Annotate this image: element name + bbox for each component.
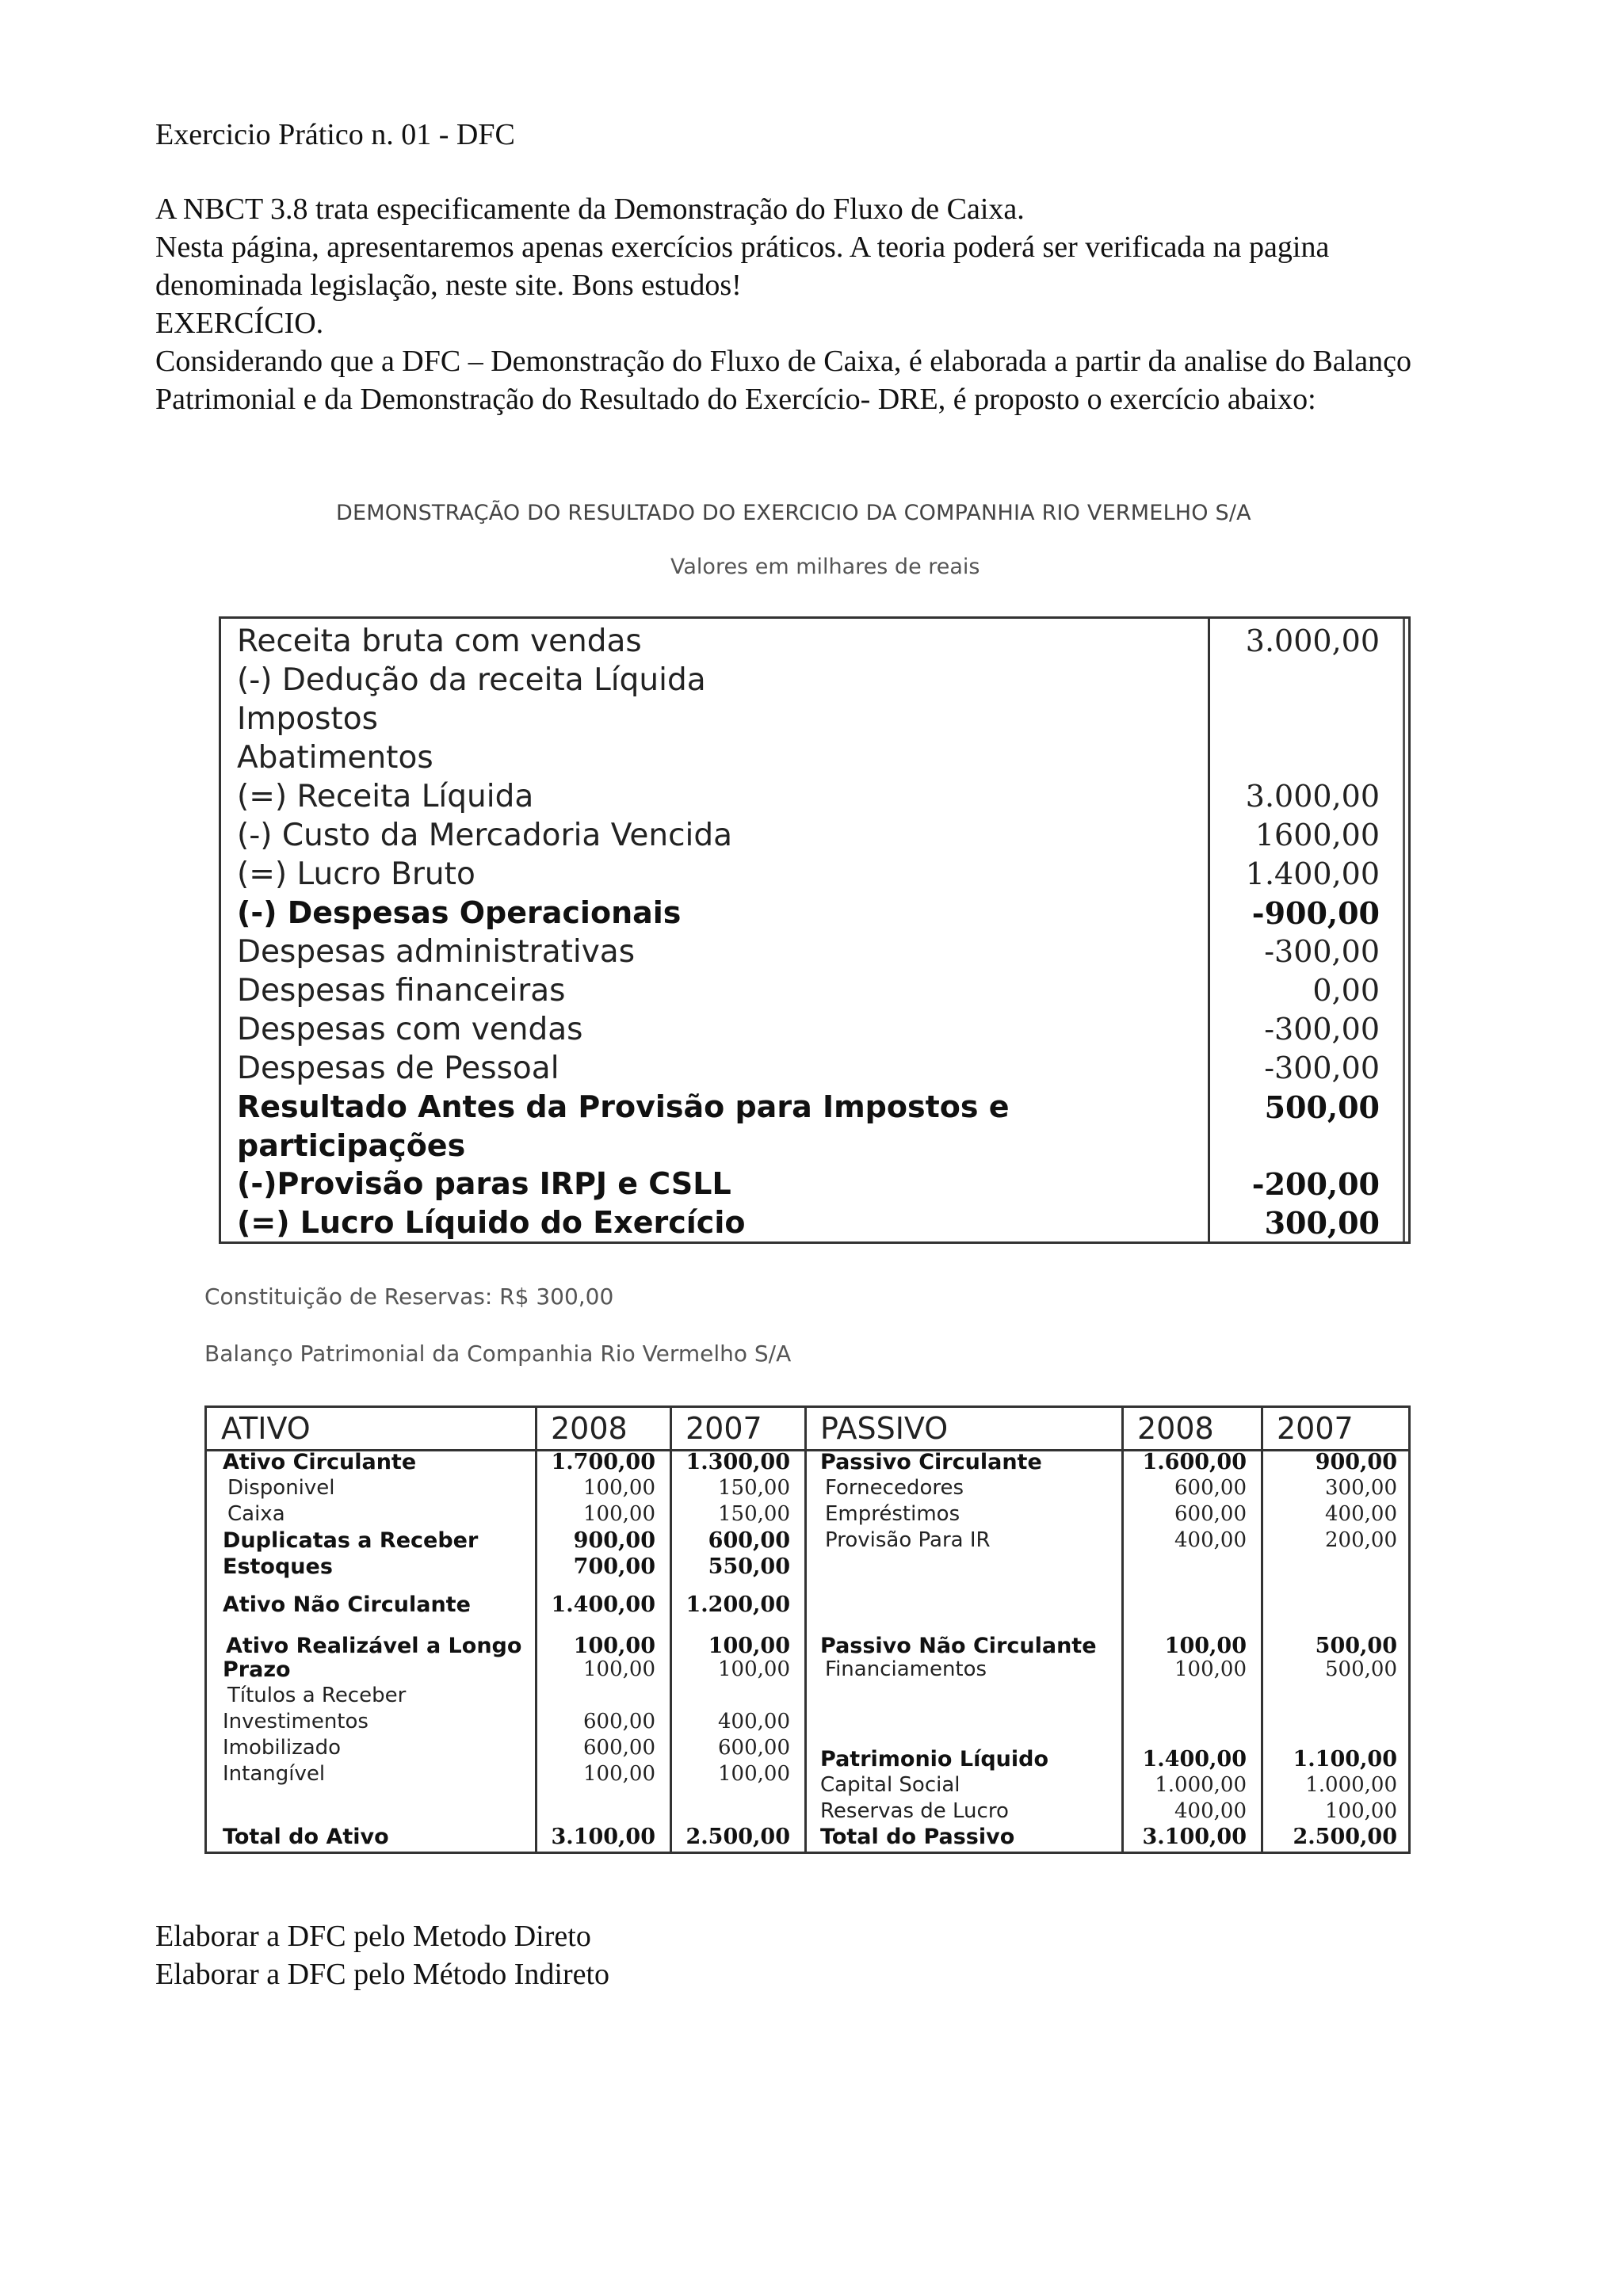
ativo-2008: 100,00 — [583, 1502, 655, 1526]
exercise-title — [155, 116, 1471, 154]
reserves-note: Constituição de Reservas: R$ 300,00 — [204, 1283, 614, 1310]
dre-table — [219, 616, 1411, 1244]
dre-row — [237, 738, 1394, 777]
ativo-total-2007: 2.500,00 — [685, 1825, 790, 1849]
passivo-2007: 1.000,00 — [1305, 1773, 1397, 1797]
passivo-2007: 500,00 — [1315, 1634, 1397, 1658]
passivo-2007: 900,00 — [1315, 1450, 1397, 1474]
passivo-2007: 400,00 — [1325, 1502, 1397, 1526]
dre-label: Impostos — [237, 701, 378, 737]
passivo-2008: 400,00 — [1174, 1528, 1247, 1552]
ativo-2008: 100,00 — [583, 1657, 655, 1681]
dre-subtitle: Valores em milhares de reais — [670, 555, 980, 579]
ativo-2007: 400,00 — [718, 1710, 790, 1733]
ativo-label: Ativo Realizável a Longo — [226, 1634, 522, 1658]
ativo-2008: 600,00 — [583, 1710, 655, 1733]
dre-row — [237, 971, 1394, 1010]
header-passivo: PASSIVO — [820, 1411, 949, 1446]
dre-label: Abatimentos — [237, 740, 433, 776]
intro-line: Considerando que a DFC – Demonstração do Fluxo de Caixa, é elaborada a partir da analise do Balanço Patrimonial e da Demonstração do Resultado do Exercício- DRE, é proposto o exercício abaixo: — [155, 345, 1411, 416]
dre-value: -300,00 — [1264, 1051, 1380, 1085]
ativo-label: Imobilizado — [223, 1736, 342, 1760]
dre-value: -300,00 — [1264, 934, 1380, 969]
ativo-2008: 100,00 — [573, 1634, 655, 1658]
ativo-label: Títulos a Receber — [227, 1684, 407, 1707]
passivo-2008: 600,00 — [1174, 1502, 1247, 1526]
intro-line: EXERCÍCIO. — [155, 307, 324, 340]
dre-label: (=) Receita Líquida — [237, 779, 534, 814]
dre-row — [237, 894, 1394, 933]
passivo-2008: 1.000,00 — [1155, 1773, 1247, 1797]
passivo-2008: 1.400,00 — [1142, 1747, 1247, 1772]
ativo-label: Caixa — [227, 1502, 285, 1526]
dre-value: 3.000,00 — [1245, 779, 1380, 814]
balance-sheet-table — [204, 1405, 1411, 1854]
column-divider — [804, 1408, 807, 1852]
ativo-total-label: Total do Ativo — [223, 1825, 389, 1849]
dre-row — [237, 661, 1394, 700]
dre-value: -900,00 — [1251, 895, 1380, 931]
title-text: Exercicio Prático n. 01 - DFC — [155, 118, 515, 151]
ativo-2008: 1.700,00 — [551, 1450, 655, 1474]
ativo-2007: 100,00 — [708, 1634, 790, 1658]
ativo-2007: 1.200,00 — [685, 1592, 790, 1617]
dre-row — [237, 855, 1394, 894]
passivo-total-label: Total do Passivo — [820, 1825, 1015, 1849]
passivo-label: Fornecedores — [825, 1476, 964, 1500]
dre-row — [237, 1165, 1394, 1203]
passivo-label: Reservas de Lucro — [820, 1799, 1009, 1823]
passivo-2008: 100,00 — [1174, 1657, 1247, 1681]
passivo-total-2007: 2.500,00 — [1293, 1825, 1397, 1849]
passivo-label: Provisão Para IR — [825, 1528, 991, 1552]
ativo-2008: 900,00 — [573, 1528, 655, 1553]
ativo-label: Prazo — [223, 1657, 291, 1682]
header-ativo: ATIVO — [221, 1411, 311, 1446]
header-year: 2008 — [1137, 1411, 1214, 1446]
dre-label: (-) Despesas Operacionais — [237, 895, 682, 930]
dre-row — [237, 1127, 1394, 1165]
ativo-label: Duplicatas a Receber — [223, 1528, 479, 1553]
ativo-label: Disponivel — [227, 1476, 335, 1500]
passivo-2007: 200,00 — [1325, 1528, 1397, 1552]
header-year: 2007 — [685, 1411, 762, 1446]
ativo-2008: 700,00 — [573, 1554, 655, 1579]
dre-row — [237, 700, 1394, 738]
ativo-2007: 600,00 — [708, 1528, 790, 1553]
ativo-2007: 1.300,00 — [685, 1450, 790, 1474]
dre-row — [237, 622, 1394, 661]
dre-row — [237, 1203, 1394, 1242]
dre-label: participações — [237, 1128, 466, 1163]
passivo-2008: 400,00 — [1174, 1799, 1247, 1823]
header-year: 2008 — [551, 1411, 628, 1446]
dre-value: 0,00 — [1312, 973, 1380, 1008]
dre-label: (=) Lucro Bruto — [237, 856, 475, 892]
passivo-label: Financiamentos — [825, 1657, 987, 1681]
dre-column-divider — [1403, 619, 1405, 1241]
ativo-2007: 600,00 — [718, 1736, 790, 1760]
dre-label: Resultado Antes da Provisão para Impostos e — [237, 1089, 1010, 1124]
passivo-label: Empréstimos — [825, 1502, 960, 1526]
ativo-label: Investimentos — [223, 1710, 369, 1733]
intro-line: Nesta página, apresentaremos apenas exercícios práticos. A teoria poderá ser verificada na pagina denominada legislação, neste site. Bons estudos! — [155, 231, 1330, 302]
dre-label: Despesas administrativas — [237, 934, 636, 970]
intro-paragraph — [155, 190, 1471, 418]
dre-value: -200,00 — [1251, 1166, 1380, 1202]
dre-value: 500,00 — [1264, 1089, 1380, 1125]
dre-label: Despesas de Pessoal — [237, 1051, 559, 1086]
dre-value: 300,00 — [1264, 1205, 1380, 1241]
tasks-list — [155, 1917, 1471, 1993]
passivo-2007: 500,00 — [1325, 1657, 1397, 1681]
dre-row — [237, 1088, 1394, 1127]
ativo-2007: 550,00 — [708, 1554, 790, 1579]
dre-label: Receita bruta com vendas — [237, 624, 642, 659]
ativo-label: Ativo Circulante — [223, 1450, 417, 1474]
dre-row — [237, 1010, 1394, 1049]
dre-row — [237, 777, 1394, 816]
dre-label: Despesas com vendas — [237, 1012, 583, 1047]
dre-title: DEMONSTRAÇÃO DO RESULTADO DO EXERCICIO DA COMPANHIA RIO VERMELHO S/A — [336, 501, 1251, 525]
passivo-2007: 300,00 — [1325, 1476, 1397, 1500]
passivo-label: Passivo Não Circulante — [820, 1634, 1097, 1658]
dre-row — [237, 933, 1394, 971]
ativo-label: Estoques — [223, 1554, 333, 1579]
dre-value: 3.000,00 — [1245, 624, 1380, 658]
task-item: Elaborar a DFC pelo Metodo Direto — [155, 1920, 591, 1953]
ativo-2008: 600,00 — [583, 1736, 655, 1760]
dre-label: (-)Provisão paras IRPJ e CSLL — [237, 1166, 731, 1201]
ativo-label: Intangível — [223, 1762, 326, 1786]
ativo-label: Ativo Não Circulante — [223, 1592, 471, 1617]
dre-label: Despesas financeiras — [237, 973, 566, 1009]
header-year: 2007 — [1277, 1411, 1354, 1446]
dre-value: 1600,00 — [1254, 818, 1380, 852]
passivo-label: Patrimonio Líquido — [820, 1747, 1049, 1772]
dre-label: (=) Lucro Líquido do Exercício — [237, 1205, 746, 1240]
passivo-total-2008: 3.100,00 — [1142, 1825, 1247, 1849]
ativo-2007: 150,00 — [718, 1502, 790, 1526]
dre-row — [237, 816, 1394, 855]
dre-row — [237, 1049, 1394, 1088]
dre-label: (-) Dedução da receita Líquida — [237, 662, 706, 698]
ativo-total-2008: 3.100,00 — [551, 1825, 655, 1849]
ativo-2007: 100,00 — [718, 1657, 790, 1681]
passivo-label: Passivo Circulante — [820, 1450, 1042, 1474]
intro-line: A NBCT 3.8 trata especificamente da Demonstração do Fluxo de Caixa. — [155, 193, 1025, 226]
dre-value: 1.400,00 — [1245, 856, 1380, 891]
ativo-2008: 1.400,00 — [551, 1592, 655, 1617]
passivo-2008: 1.600,00 — [1142, 1450, 1247, 1474]
ativo-2007: 100,00 — [718, 1762, 790, 1786]
task-item: Elaborar a DFC pelo Método Indireto — [155, 1958, 610, 1991]
passivo-2008: 100,00 — [1164, 1634, 1247, 1658]
balance-sheet-title: Balanço Patrimonial da Companhia Rio Vermelho S/A — [204, 1341, 792, 1367]
ativo-2008: 100,00 — [583, 1476, 655, 1500]
dre-label: (-) Custo da Mercadoria Vencida — [237, 818, 733, 853]
passivo-2007: 100,00 — [1325, 1799, 1397, 1823]
passivo-2008: 600,00 — [1174, 1476, 1247, 1500]
passivo-label: Capital Social — [820, 1773, 960, 1797]
dre-value: -300,00 — [1264, 1012, 1380, 1047]
ativo-2008: 100,00 — [583, 1762, 655, 1786]
passivo-2007: 1.100,00 — [1293, 1747, 1397, 1772]
ativo-2007: 150,00 — [718, 1476, 790, 1500]
